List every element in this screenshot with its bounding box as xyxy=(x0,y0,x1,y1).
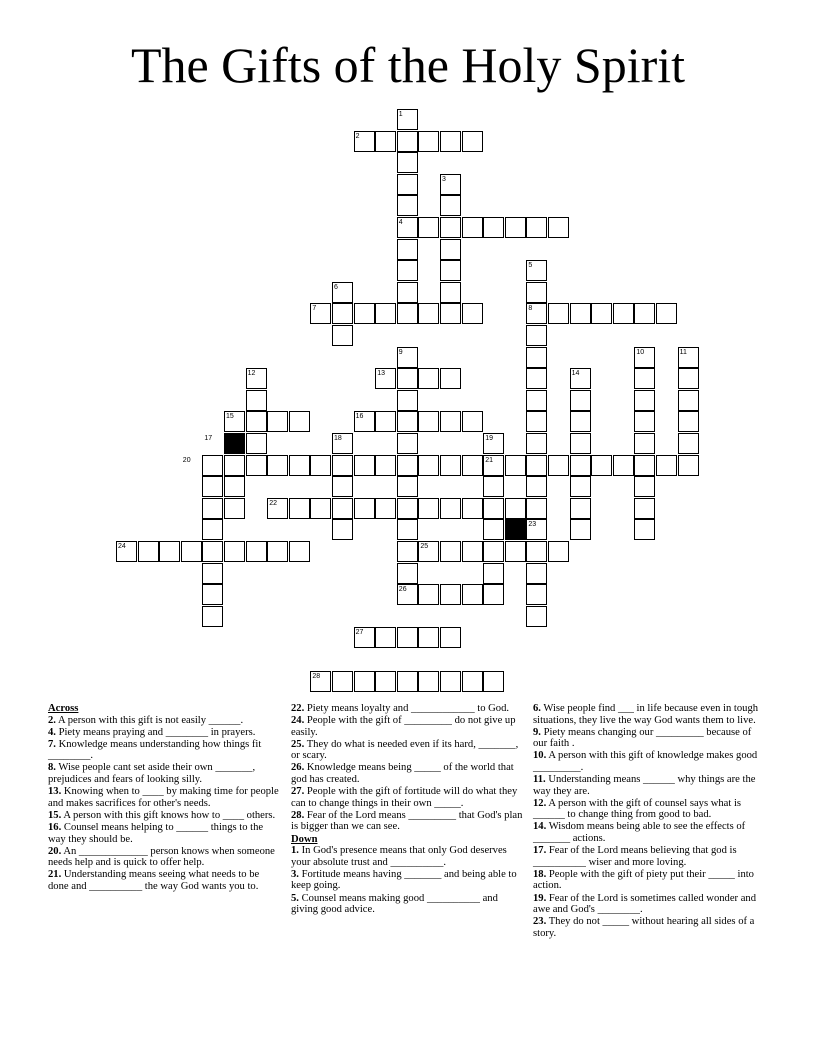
grid-cell[interactable] xyxy=(591,303,612,324)
clue-number: 8 xyxy=(528,305,533,313)
clue-number-label: 17. xyxy=(533,845,547,857)
grid-cell[interactable] xyxy=(397,563,418,584)
grid-cell[interactable] xyxy=(202,498,223,519)
clue-number-label: 28. xyxy=(291,809,305,821)
down-clue xyxy=(533,845,765,868)
clue-text: Understanding means ______ why things are the way they are. xyxy=(533,774,756,797)
grid-cell[interactable] xyxy=(526,217,547,238)
grid-cell[interactable] xyxy=(613,303,634,324)
grid-cell[interactable] xyxy=(678,390,699,411)
grid-cell[interactable] xyxy=(570,411,591,432)
grid-cell[interactable] xyxy=(202,541,223,562)
grid-cell[interactable] xyxy=(332,303,353,324)
down-clue xyxy=(533,750,765,773)
clue-number-label: 7. xyxy=(48,738,56,750)
clue-text: Piety means changing our _________ because of our faith . xyxy=(533,726,752,750)
grid-cell[interactable] xyxy=(202,606,223,627)
grid-cell[interactable] xyxy=(526,282,547,303)
clue-number-label: 3. xyxy=(291,868,299,880)
clue-text: Counsel means helping to ______ things to the way they should be. xyxy=(48,821,264,845)
grid-cell[interactable] xyxy=(462,411,483,432)
clue-number-label: 1. xyxy=(291,845,299,857)
grid-cell[interactable] xyxy=(397,476,418,497)
grid-cell[interactable] xyxy=(440,239,461,260)
grid-cell[interactable] xyxy=(354,455,375,476)
clue-text: Fear of the Lord is sometimes called wonder and awe and God's ________. xyxy=(533,892,757,916)
grid-cell[interactable] xyxy=(462,498,483,519)
clue-number-label: 5. xyxy=(291,892,299,904)
down-clue xyxy=(533,916,765,939)
clue-text: People with the gift of _________ do not give up easily. xyxy=(291,715,516,738)
grid-cell[interactable] xyxy=(332,671,353,692)
clue-number-label: 2. xyxy=(48,714,56,726)
grid-cell[interactable] xyxy=(483,519,504,540)
grid-cell[interactable] xyxy=(267,411,288,432)
grid-cell[interactable] xyxy=(375,498,396,519)
clue-number-label: 13. xyxy=(48,786,62,798)
grid-cell[interactable] xyxy=(440,303,461,324)
down-clue xyxy=(533,774,765,797)
grid-cell[interactable] xyxy=(397,455,418,476)
across-clue xyxy=(48,810,280,822)
grid-cell[interactable] xyxy=(246,390,267,411)
clue-text: Knowledge means understanding how things fit ________. xyxy=(48,738,262,762)
grid-cell[interactable] xyxy=(375,303,396,324)
clue-number-label: 14. xyxy=(533,821,547,833)
across-clue xyxy=(291,810,523,833)
clue-number: 20 xyxy=(182,456,191,464)
grid-cell[interactable] xyxy=(246,455,267,476)
clue-number-label: 6. xyxy=(533,703,541,714)
grid-cell[interactable] xyxy=(397,519,418,540)
grid-cell[interactable] xyxy=(354,303,375,324)
grid-cell[interactable] xyxy=(526,476,547,497)
clue-text: Counsel means making good __________ and giving good advice. xyxy=(291,892,498,916)
grid-cell[interactable] xyxy=(267,455,288,476)
clue-number: 5 xyxy=(528,262,533,270)
grid-cell[interactable] xyxy=(418,217,439,238)
clue-number-label: 18. xyxy=(533,868,547,880)
grid-cell[interactable] xyxy=(310,498,331,519)
grid-cell[interactable] xyxy=(591,455,612,476)
grid-cell[interactable] xyxy=(440,411,461,432)
grid-cell[interactable] xyxy=(138,541,159,562)
grid-cell[interactable] xyxy=(526,411,547,432)
grid-cell[interactable] xyxy=(678,368,699,389)
grid-cell[interactable] xyxy=(548,455,569,476)
clue-number-label: 23. xyxy=(533,916,547,928)
grid-cell[interactable] xyxy=(224,541,245,562)
grid-cell[interactable] xyxy=(462,217,483,238)
clue-number-label: 21. xyxy=(48,869,62,881)
clue-number: 27 xyxy=(355,629,364,637)
clue-number: 19 xyxy=(485,435,493,442)
clue-number-label: 4. xyxy=(48,726,56,738)
grid-cell[interactable] xyxy=(440,584,461,605)
grid-cell[interactable] xyxy=(570,519,591,540)
grid-cell[interactable] xyxy=(634,411,655,432)
grid-cell[interactable] xyxy=(483,541,504,562)
grid-cell[interactable] xyxy=(418,368,439,389)
grid-cell[interactable] xyxy=(397,260,418,281)
grid-cell[interactable] xyxy=(418,131,439,152)
grid-cell[interactable] xyxy=(224,498,245,519)
clue-text: Fear of the Lord means _________ that God's plan is bigger than we can see. xyxy=(291,809,523,833)
grid-cell[interactable] xyxy=(310,455,331,476)
grid-cell[interactable] xyxy=(397,433,418,454)
clue-text: Knowing when to ____ by making time for people and makes sacrifices for other's needs. xyxy=(48,786,279,809)
across-clue xyxy=(291,739,523,762)
grid-cell[interactable] xyxy=(526,563,547,584)
clue-number: 26 xyxy=(398,586,407,594)
grid-cell[interactable] xyxy=(526,347,547,368)
grid-cell[interactable] xyxy=(289,455,310,476)
grid-cell[interactable] xyxy=(397,368,418,389)
grid-cell[interactable] xyxy=(289,411,310,432)
grid-cell[interactable] xyxy=(570,303,591,324)
clue-text: Understanding means seeing what needs to be done and __________ the way God wants you to. xyxy=(48,869,260,892)
grid-cell[interactable] xyxy=(397,131,418,152)
clue-text: Fortitude means having _______ and being able to keep going. xyxy=(291,868,517,892)
grid-cell[interactable] xyxy=(397,152,418,173)
grid-cell[interactable] xyxy=(462,671,483,692)
grid-cell[interactable] xyxy=(462,455,483,476)
across-heading: Across xyxy=(48,703,79,714)
clue-number: 11 xyxy=(679,348,687,356)
grid-cell[interactable] xyxy=(418,671,439,692)
grid-cell[interactable] xyxy=(548,303,569,324)
clue-number: 3 xyxy=(442,175,446,183)
grid-cell[interactable] xyxy=(418,455,439,476)
grid-cell[interactable] xyxy=(526,390,547,411)
grid-cell[interactable] xyxy=(332,455,353,476)
grid-cell[interactable] xyxy=(246,411,267,432)
grid-cell[interactable] xyxy=(440,282,461,303)
across-clue xyxy=(291,703,523,715)
grid-cell[interactable] xyxy=(202,476,223,497)
clue-number-label: 12. xyxy=(533,797,547,809)
grid-cell[interactable] xyxy=(440,541,461,562)
grid-cell[interactable] xyxy=(418,411,439,432)
grid-cell[interactable] xyxy=(678,433,699,454)
grid-cell[interactable] xyxy=(375,671,396,692)
clue-number: 1 xyxy=(398,111,403,118)
grid-cell[interactable] xyxy=(678,411,699,432)
across-clue xyxy=(48,786,280,809)
grid-cell[interactable] xyxy=(440,368,461,389)
down-clue xyxy=(533,869,765,892)
clue-text: A person with this gift is not easily ______. xyxy=(55,714,244,726)
grid-cell[interactable] xyxy=(634,476,655,497)
grid-cell[interactable] xyxy=(375,455,396,476)
black-cell xyxy=(224,433,245,454)
across-clue xyxy=(48,739,280,762)
grid-cell[interactable] xyxy=(397,541,418,562)
clue-number: 18 xyxy=(334,435,342,442)
grid-cell[interactable] xyxy=(570,476,591,497)
grid-cell[interactable] xyxy=(181,541,202,562)
grid-cell[interactable] xyxy=(418,303,439,324)
grid-cell[interactable] xyxy=(570,390,591,411)
clue-text: Piety means praying and ________ in prayers. xyxy=(55,726,256,738)
across-clue xyxy=(48,869,280,892)
clue-text: People with the gift of fortitude will do what they can to change things in their own _____. xyxy=(291,786,518,809)
clue-number: 10 xyxy=(636,348,645,356)
clue-text: Fear of the Lord means believing that god is __________ wiser and more loving. xyxy=(533,845,737,868)
clue-text: Wise people find ___ in life because even in tough situations, they live the way God wants them to live. xyxy=(533,703,759,726)
grid-cell[interactable] xyxy=(483,476,504,497)
grid-cell[interactable] xyxy=(202,563,223,584)
grid-cell[interactable] xyxy=(570,433,591,454)
grid-cell[interactable] xyxy=(634,390,655,411)
grid-cell[interactable] xyxy=(526,606,547,627)
grid-cell[interactable] xyxy=(570,455,591,476)
grid-cell[interactable] xyxy=(505,455,526,476)
clue-number: 16 xyxy=(355,413,364,421)
grid-cell[interactable] xyxy=(570,498,591,519)
down-clue xyxy=(291,893,523,916)
grid-cell[interactable] xyxy=(526,433,547,454)
clue-number: 25 xyxy=(420,543,429,550)
clue-text: A person with this gift knows how to ____ others. xyxy=(61,809,276,821)
grid-cell[interactable] xyxy=(613,455,634,476)
clue-number-label: 22. xyxy=(291,703,305,714)
clue-number: 17 xyxy=(204,435,213,442)
grid-cell[interactable] xyxy=(202,455,223,476)
grid-cell[interactable] xyxy=(224,476,245,497)
grid-cell[interactable] xyxy=(202,584,223,605)
grid-cell[interactable] xyxy=(505,541,526,562)
clue-number: 2 xyxy=(355,132,360,140)
clue-text: They do not _____ without hearing all sides of a story. xyxy=(533,916,755,939)
across-clue xyxy=(48,727,280,739)
grid-cell[interactable] xyxy=(440,131,461,152)
grid-cell[interactable] xyxy=(246,433,267,454)
grid-cell[interactable] xyxy=(440,671,461,692)
clue-number: 12 xyxy=(247,370,256,378)
grid-cell[interactable] xyxy=(418,627,439,648)
grid-cell[interactable] xyxy=(526,325,547,346)
grid-cell[interactable] xyxy=(375,411,396,432)
grid-cell[interactable] xyxy=(332,498,353,519)
grid-cell[interactable] xyxy=(483,671,504,692)
down-heading: Down xyxy=(291,833,318,845)
grid-cell[interactable] xyxy=(397,282,418,303)
grid-cell[interactable] xyxy=(634,433,655,454)
clue-number-label: 9. xyxy=(533,726,541,738)
clue-number: 13 xyxy=(377,370,385,378)
clue-number-label: 26. xyxy=(291,762,305,774)
grid-cell[interactable] xyxy=(267,541,288,562)
clue-number: 6 xyxy=(334,283,338,291)
grid-cell[interactable] xyxy=(634,455,655,476)
clue-number-label: 16. xyxy=(48,821,62,833)
clue-text: They do what is needed even if its hard, _______, or scary. xyxy=(291,738,519,762)
grid-cell[interactable] xyxy=(634,498,655,519)
grid-cell[interactable] xyxy=(483,563,504,584)
down-clue xyxy=(533,798,765,821)
grid-cell[interactable] xyxy=(440,627,461,648)
down-clue xyxy=(291,845,523,868)
clue-number-label: 25. xyxy=(291,738,305,750)
clue-number-label: 15. xyxy=(48,809,62,821)
grid-cell[interactable] xyxy=(289,541,310,562)
grid-cell[interactable] xyxy=(505,498,526,519)
clue-text: Piety means loyalty and ____________ to God. xyxy=(304,703,510,714)
down-clue xyxy=(291,869,523,892)
grid-cell[interactable] xyxy=(224,455,245,476)
grid-cell[interactable] xyxy=(397,390,418,411)
clue-text: An _____________ person knows when someone needs help and is quick to offer help. xyxy=(48,845,275,869)
grid-cell[interactable] xyxy=(440,260,461,281)
clue-text: Wisdom means being able to see the effects of _______ actions. xyxy=(533,821,746,845)
grid-cell[interactable] xyxy=(397,671,418,692)
clue-number: 22 xyxy=(269,499,277,507)
clue-text: A person with the gift of counsel says what is ______ to change thing from good to bad. xyxy=(533,797,742,821)
grid-cell[interactable] xyxy=(634,303,655,324)
grid-cell[interactable] xyxy=(505,217,526,238)
grid-cell[interactable] xyxy=(397,195,418,216)
grid-cell[interactable] xyxy=(246,541,267,562)
grid-cell[interactable] xyxy=(526,455,547,476)
grid-cell[interactable] xyxy=(202,519,223,540)
grid-cell[interactable] xyxy=(678,455,699,476)
across-clue xyxy=(291,762,523,785)
across-clue xyxy=(48,715,280,727)
grid-cell[interactable] xyxy=(634,519,655,540)
grid-cell[interactable] xyxy=(354,498,375,519)
grid-cell[interactable] xyxy=(656,303,677,324)
grid-cell[interactable] xyxy=(332,519,353,540)
grid-cell[interactable] xyxy=(332,325,353,346)
grid-cell[interactable] xyxy=(440,217,461,238)
grid-cell[interactable] xyxy=(397,174,418,195)
grid-cell[interactable] xyxy=(375,627,396,648)
grid-cell[interactable] xyxy=(440,455,461,476)
across-clue xyxy=(48,822,280,845)
grid-cell[interactable] xyxy=(397,627,418,648)
grid-cell[interactable] xyxy=(440,195,461,216)
grid-cell[interactable] xyxy=(418,584,439,605)
clue-text: A person with this gift of knowledge makes good _________. xyxy=(533,750,758,773)
clue-text: Knowledge means being _____ of the world that god has created. xyxy=(291,762,514,786)
clue-text: In God's presence means that only God deserves your absolute trust and __________. xyxy=(291,845,507,868)
grid-cell[interactable] xyxy=(462,131,483,152)
across-clue xyxy=(48,846,280,869)
across-clue xyxy=(291,715,523,738)
grid-cell[interactable] xyxy=(289,498,310,519)
grid-cell[interactable] xyxy=(462,541,483,562)
clue-text: People with the gift of piety put their _____ into action. xyxy=(533,868,754,892)
grid-cell[interactable] xyxy=(462,303,483,324)
clue-column-1 xyxy=(48,703,280,893)
grid-cell[interactable] xyxy=(483,498,504,519)
clue-number: 15 xyxy=(226,413,234,421)
clue-number: 28 xyxy=(312,672,321,680)
clue-number-label: 8. xyxy=(48,762,56,774)
across-clue xyxy=(291,786,523,809)
clue-number-label: 27. xyxy=(291,786,305,798)
grid-cell[interactable] xyxy=(526,584,547,605)
down-clue xyxy=(533,821,765,844)
grid-cell[interactable] xyxy=(418,498,439,519)
page-title: The Gifts of the Holy Spirit xyxy=(130,37,686,93)
clue-column-2 xyxy=(291,703,523,916)
grid-cell[interactable] xyxy=(332,476,353,497)
grid-cell[interactable] xyxy=(548,217,569,238)
clue-number: 24 xyxy=(118,543,126,550)
grid-cell[interactable] xyxy=(397,239,418,260)
grid-cell[interactable] xyxy=(483,584,504,605)
grid-cell[interactable] xyxy=(526,498,547,519)
grid-cell[interactable] xyxy=(526,368,547,389)
grid-cell[interactable] xyxy=(397,498,418,519)
grid-cell[interactable] xyxy=(526,541,547,562)
clue-number-label: 19. xyxy=(533,892,547,904)
clue-number-label: 24. xyxy=(291,715,305,727)
grid-cell[interactable] xyxy=(634,368,655,389)
clue-number: 21 xyxy=(485,456,493,464)
grid-cell[interactable] xyxy=(462,584,483,605)
clue-text: Wise people cant set aside their own _______, prejudices and fears of looking silly. xyxy=(48,762,256,786)
across-clue xyxy=(48,762,280,785)
clue-number: 14 xyxy=(571,370,580,378)
clue-number: 7 xyxy=(312,305,317,313)
clue-number-label: 20. xyxy=(48,845,62,857)
grid-cell[interactable] xyxy=(397,411,418,432)
grid-cell[interactable] xyxy=(548,541,569,562)
grid-cell[interactable] xyxy=(656,455,677,476)
clue-number: 23 xyxy=(528,521,537,529)
clue-number-label: 10. xyxy=(533,750,547,762)
grid-cell[interactable] xyxy=(397,303,418,324)
clue-number: 9 xyxy=(398,348,403,356)
clue-number: 4 xyxy=(398,219,403,226)
down-clue xyxy=(533,703,765,726)
grid-cell[interactable] xyxy=(375,131,396,152)
clue-number-label: 11. xyxy=(533,774,546,786)
grid-cell[interactable] xyxy=(440,498,461,519)
down-clue xyxy=(533,727,765,750)
grid-cell[interactable] xyxy=(483,217,504,238)
black-cell xyxy=(505,519,526,540)
grid-cell[interactable] xyxy=(159,541,180,562)
grid-cell[interactable] xyxy=(354,671,375,692)
clue-column-3 xyxy=(533,703,765,940)
down-clue xyxy=(533,893,765,916)
